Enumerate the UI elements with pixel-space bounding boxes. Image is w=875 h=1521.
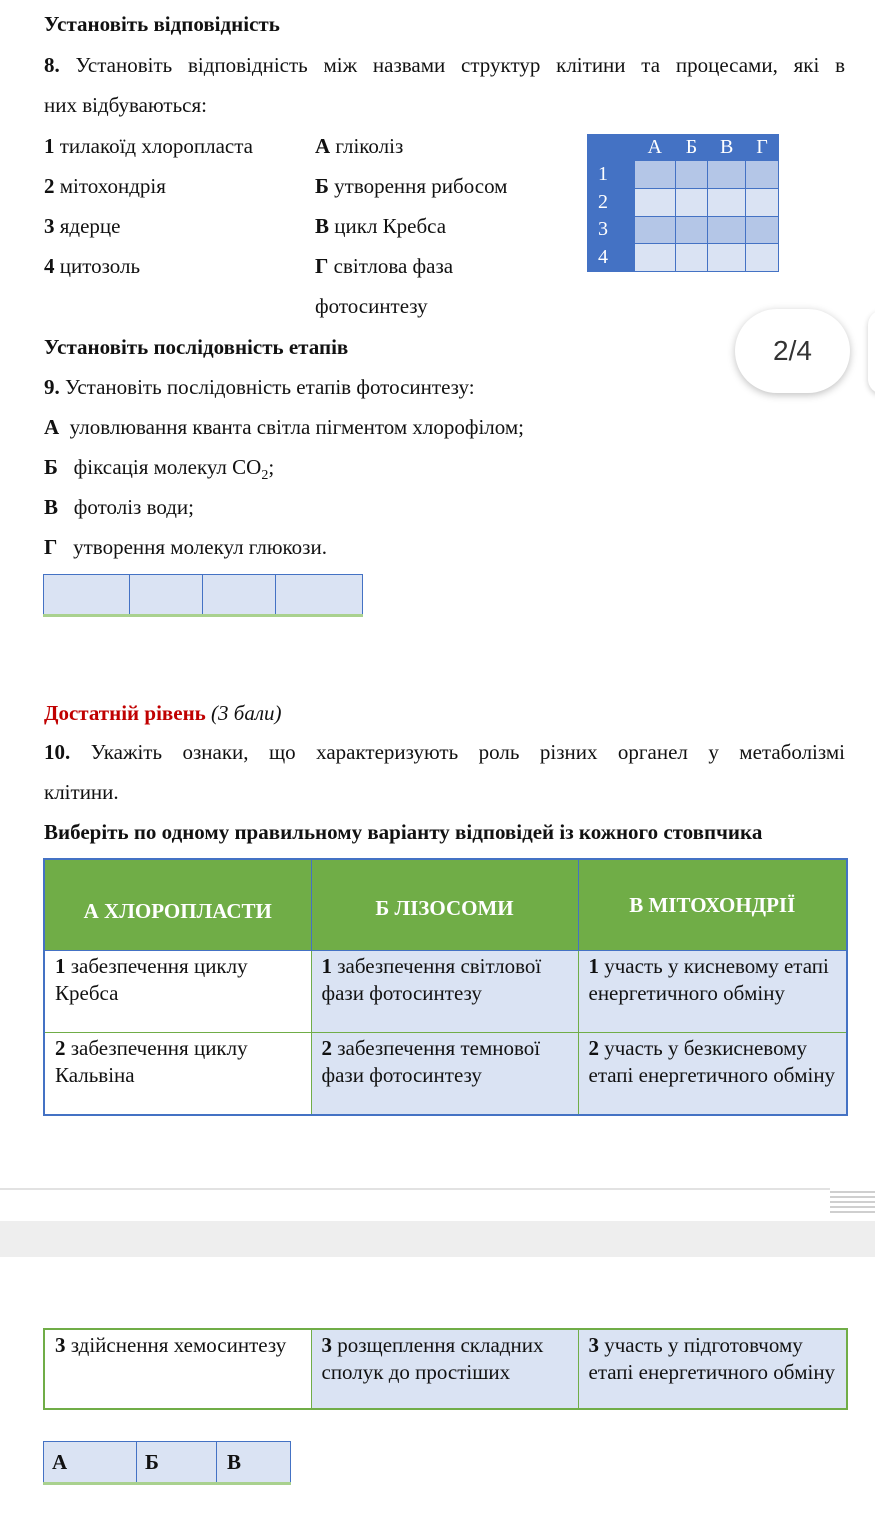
page-bottom-edge: [0, 1188, 875, 1190]
q8-number: 8.: [44, 53, 60, 77]
grid-cell[interactable]: [745, 216, 778, 244]
cell-c3: 3 участь у підготовчому етапі енергетичного обміну: [578, 1329, 847, 1409]
grid-cell[interactable]: [708, 244, 746, 272]
grid-row-4: 4: [588, 244, 635, 272]
q8-text-line1: [44, 53, 845, 78]
q10-instruction: Виберіть по одному правильному варіанту відповідей із кожного стовпчика: [44, 820, 763, 844]
page-gap: [0, 1221, 875, 1257]
grid-cell[interactable]: [708, 161, 746, 189]
q8-text: Установіть відповідність між назвами структур клітини та процесами, які в: [75, 53, 846, 77]
q10-text-line2: клітини.: [44, 780, 119, 804]
cell-c2: 2 участь у безкисневому етапі енергетичного обміну: [578, 1033, 847, 1115]
grid-cell[interactable]: [745, 161, 778, 189]
answer-cell[interactable]: [130, 575, 203, 616]
header-lysosomes: Б ЛІЗОСОМИ: [311, 859, 578, 951]
level-heading: Достатній рівень (3 бали): [44, 701, 282, 725]
q9-item-d: Г утворення молекул глюкози.: [44, 535, 327, 559]
grid-cell[interactable]: [635, 188, 676, 216]
q8-text-line2: них відбуваються:: [44, 93, 207, 117]
q8-right-c: В цикл Кребса: [315, 214, 447, 238]
grid-cell[interactable]: [708, 188, 746, 216]
q8-left-2: 2 мітохондрія: [44, 174, 166, 198]
grid-cell[interactable]: [745, 188, 778, 216]
grid-cell[interactable]: [708, 216, 746, 244]
cell-c1: 1 участь у кисневому етапі енергетичного обміну: [578, 951, 847, 1033]
grid-cell[interactable]: [745, 244, 778, 272]
q8-right-d-cont: фотосинтезу: [315, 294, 428, 318]
q10-answer-box: [43, 1441, 291, 1485]
answer-cell-a[interactable]: А: [44, 1442, 137, 1484]
q8-right-b: Б утворення рибосом: [315, 174, 508, 198]
grid-col-b: Б: [675, 135, 708, 161]
next-page-edge: [868, 310, 875, 394]
cell-b2: 2 забезпечення темнової фази фотосинтезу: [311, 1033, 578, 1115]
grid-col-c: В: [708, 135, 746, 161]
q8-left-4: 4 цитозоль: [44, 254, 141, 278]
scroll-thumb-icon[interactable]: [830, 1188, 875, 1216]
answer-cell[interactable]: [203, 575, 276, 616]
q8-right-a: А гліколіз: [315, 134, 404, 158]
q8-left-3: 3 ядерце: [44, 214, 121, 238]
grid-row-3: 3: [588, 216, 635, 244]
grid-cell[interactable]: [675, 216, 708, 244]
answer-cell[interactable]: [44, 575, 130, 616]
q8-answer-grid: [587, 134, 779, 272]
q9-item-c: В фотоліз води;: [44, 495, 195, 519]
grid-col-a: А: [635, 135, 676, 161]
grid-cell[interactable]: [675, 244, 708, 272]
cell-a3: 3 здійснення хемосинтезу: [44, 1329, 311, 1409]
q9-answer-box: [43, 574, 363, 617]
header-chloroplasts: А ХЛОРОПЛАСТИ: [44, 859, 311, 951]
answer-cell-c[interactable]: В: [217, 1442, 291, 1484]
q9-item-b: Б фіксація молекул $СО_2$;: [44, 455, 275, 484]
header-mitochondria: В МІТОХОНДРІЇ: [578, 859, 847, 951]
cell-a2: 2 забезпечення циклу Кальвіна: [44, 1033, 311, 1115]
grid-cell[interactable]: [675, 188, 708, 216]
cell-b1: 1 забезпечення світлової фази фотосинтезу: [311, 951, 578, 1033]
grid-cell[interactable]: [635, 161, 676, 189]
section-heading-sequence: Установіть послідовність етапів: [44, 335, 349, 359]
q8-right-d: Г світлова фаза: [315, 254, 454, 278]
q10-text-line1: 10. Укажіть ознаки, що характеризують роль різних органел у метаболізмі: [44, 740, 846, 764]
section-heading-matching: Установіть відповідність: [44, 12, 280, 36]
grid-col-d: Г: [745, 135, 778, 161]
page-indicator: 2/4: [735, 309, 850, 393]
grid-row-2: 2: [588, 188, 635, 216]
q9-item-a: А уловлювання кванта світла пігментом хлорофілом;: [44, 415, 524, 439]
q10-table: [43, 858, 848, 1116]
q10-table-cont: [43, 1328, 848, 1410]
cell-a1: 1 забезпечення циклу Кребса: [44, 951, 311, 1033]
grid-cell[interactable]: [675, 161, 708, 189]
answer-cell[interactable]: [276, 575, 363, 616]
q8-left-1: 1 тилакоїд хлоропласта: [44, 134, 253, 158]
grid-row-1: 1: [588, 161, 635, 189]
q9-text: 9. Установіть послідовність етапів фотосинтезу:: [44, 375, 475, 399]
answer-cell-b[interactable]: Б: [137, 1442, 217, 1484]
grid-cell[interactable]: [635, 216, 676, 244]
cell-b3: 3 розщеплення складних сполук до простіших: [311, 1329, 578, 1409]
grid-cell[interactable]: [635, 244, 676, 272]
